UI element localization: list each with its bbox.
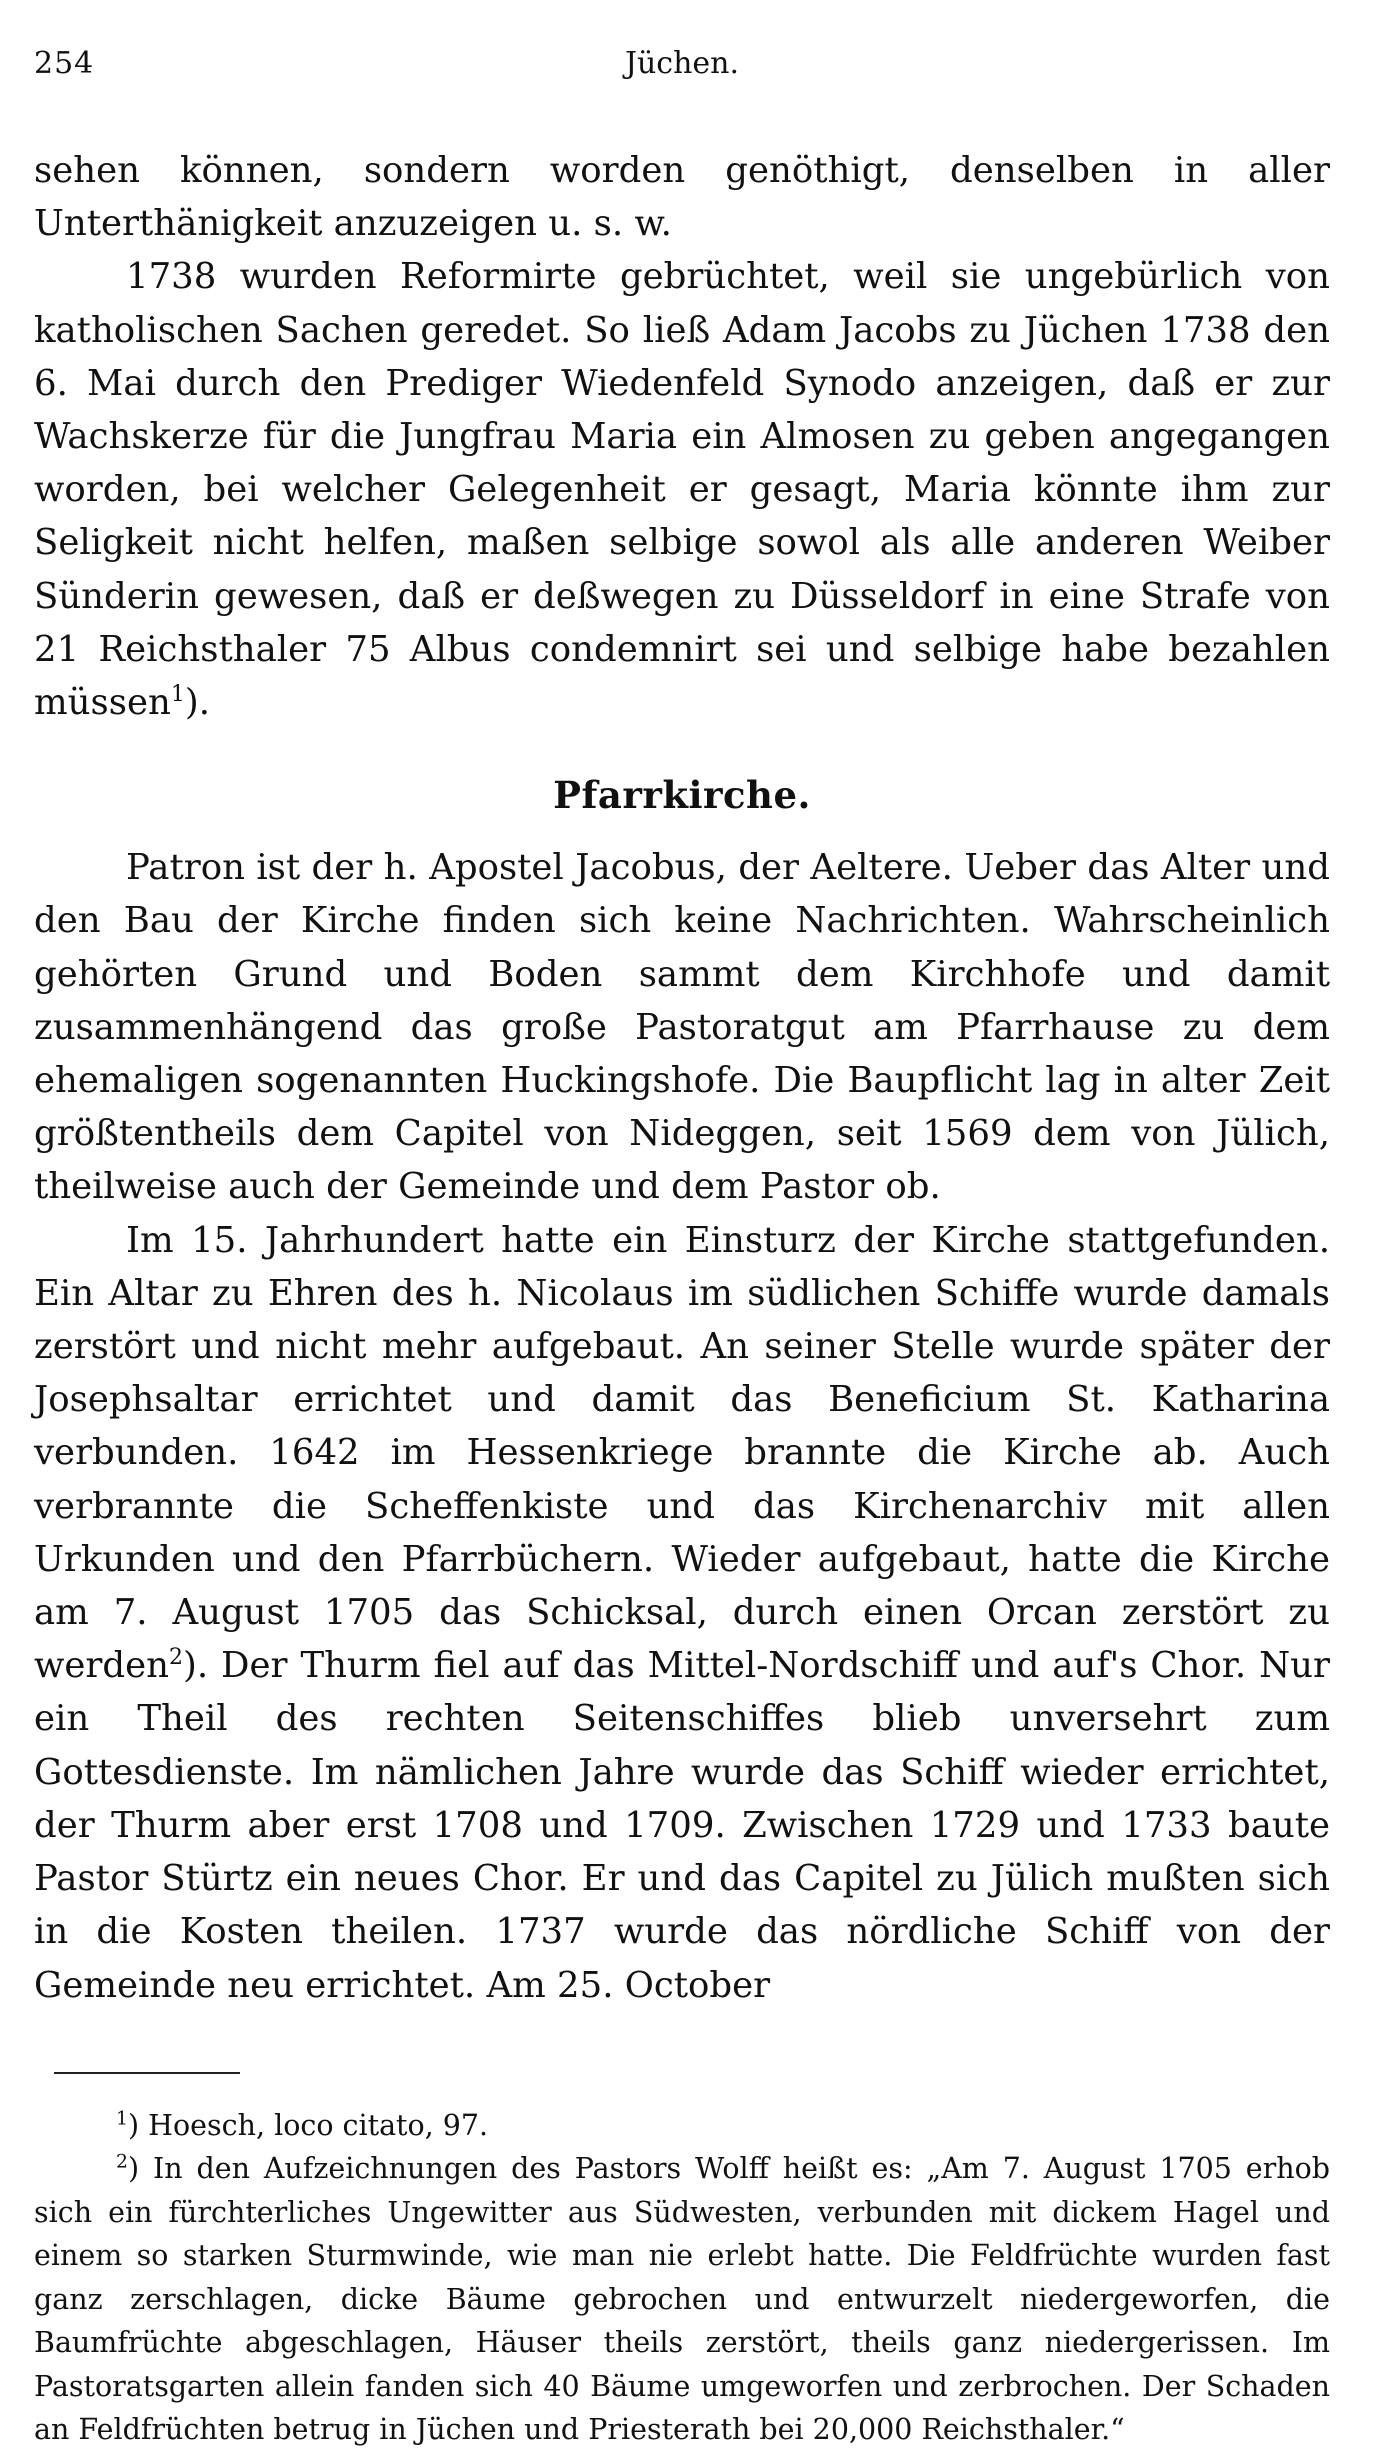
page-header xyxy=(34,30,1330,90)
paragraph-continuation: sehen können, sondern worden genöthigt, denselben in aller Unterthänigkeit anzuzeigen u. s. w. xyxy=(34,150,1330,245)
footnote-reference-1: 1 xyxy=(170,682,185,708)
paragraph-text: Im 15. Jahrhundert hatte ein Einsturz der Kirche stattgefunden. Ein Altar zu Ehren des h. Nicolaus im südlichen Schiffe wurde damals zerstört und nicht mehr aufgebaut. An seiner Stelle wurde später der Josephsaltar errichtet und damit das Beneficium St. Katharina verbunden. 1642 im Hessenkriege brannte die Kirche ab. Auch verbrannte die Scheffenkiste und das Kirchenarchiv mit allen Urkunden und den Pfarrbüchern. Wieder aufgebaut, hatte die Kirche am 7. August 1705 das Schicksal, durch einen Orcan zerstört zu werden xyxy=(34,1219,1330,1687)
footnote-2 xyxy=(34,2147,1330,2452)
footnote-1 xyxy=(34,2104,1330,2148)
footnotes xyxy=(34,2104,1330,2452)
running-head: Jüchen. xyxy=(624,46,740,81)
paragraph-text-continued: ). Der Thurm fiel auf das Mittel-Nordschiff und auf's Chor. Nur ein Theil des rechten Seitenschiffes blieb unversehrt zum Gottesdienste. Im nämlichen Jahre wurde das Schiff wieder errichtet, der Thurm aber erst 1708 und 1709. Zwischen 1729 und 1733 baute Pastor Stürtz ein neues Chor. Er und das Capitel zu Jülich mußten sich in die Kosten theilen. 1737 wurde das nördliche Schiff von der Gemeinde neu errichtet. Am 25. October xyxy=(34,1645,1330,2006)
paragraph-tail: ). xyxy=(184,682,210,724)
footnote-2-text: ) In den Aufzeichnungen des Pastors Wolff heißt es: „Am 7. August 1705 erhob sich ein fürchterliches Ungewitter aus Südwesten, verbunden mit dickem Hagel und einem so starken Sturmwinde, wie man nie erlebt hatte. Die Feldfrüchte wurden fast ganz zerschlagen, dicke Bäume gebrochen und entwurzelt niedergeworfen, die Baumfrüchte abgeschlagen, Häuser theils zerstört, theils ganz niedergerissen. Im Pastoratsgarten allein fanden sich 40 Bäume umgeworfen und zerbrochen. Der Schaden an Feldfrüchten betrug in Jüchen und Priesterath bei 20,000 Reichsthaler.“ xyxy=(34,2152,1330,2447)
paragraph-patron: Patron ist der h. Apostel Jacobus, der Aeltere. Ueber das Alter und den Bau der Kirche finden sich keine Nachrichten. Wahrscheinlich gehörten Grund und Boden sammt dem Kirchhofe und damit zusammenhängend das große Pastoratgut am Pfarrhause zu dem ehemaligen sogenannten Huckingshofe. Die Baupflicht lag in alter Zeit größtentheils dem Capitel von Nideggen, seit 1569 dem von Jülich, theilweise auch der Gemeinde und dem Pastor ob. xyxy=(34,847,1330,1208)
section-heading: Pfarrkirche. xyxy=(553,773,811,818)
page-number: 254 xyxy=(34,46,95,81)
footnote-reference-2: 2 xyxy=(168,1645,183,1671)
footnote-divider xyxy=(54,2072,240,2074)
paragraph-text: 1738 wurden Reformirte gebrüchtet, weil sie ungebürlich von katholischen Sachen geredet. So ließ Adam Jacobs zu Jüchen 1738 den 6. Mai durch den Prediger Wiedenfeld Synodo anzeigen, daß er zur Wachskerze für die Jungfrau Maria ein Almosen zu geben angegangen worden, bei welcher Gelegenheit er gesagt, Maria könnte ihm zur Seligkeit nicht helfen, maßen selbige sowol als alle anderen Weiber Sünderin gewesen, daß er deßwegen zu Düsseldorf in eine Strafe von 21 Reichsthaler 75 Albus condemnirt sei und selbige habe bezahlen müssen xyxy=(34,256,1330,724)
footnote-1-marker: 1 xyxy=(116,2108,128,2130)
paragraph-reformirte xyxy=(34,250,1330,729)
document-page xyxy=(34,30,1330,2447)
paragraph-history xyxy=(34,1214,1330,2012)
footnote-2-marker: 2 xyxy=(116,2151,128,2173)
footnote-1-text: ) Hoesch, loco citato, 97. xyxy=(127,2108,489,2142)
main-text xyxy=(34,144,1330,2012)
